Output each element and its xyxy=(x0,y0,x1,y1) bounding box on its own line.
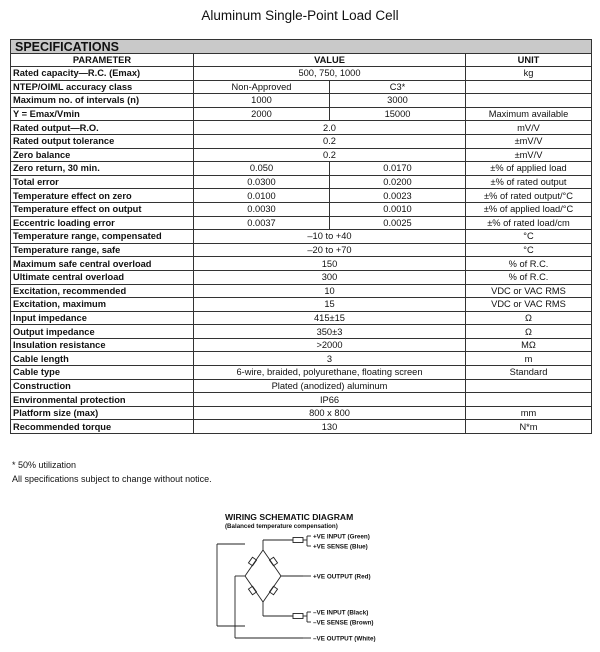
unit-cell: MΩ xyxy=(466,338,592,352)
value-cell: >2000 xyxy=(194,338,466,352)
value-cell-1: Non-Approved xyxy=(194,80,330,94)
value-cell: 10 xyxy=(194,284,466,298)
parameter-cell: Rated output tolerance xyxy=(11,134,194,148)
value-cell-2: 0.0200 xyxy=(330,175,466,189)
table-row xyxy=(11,338,592,352)
unit-cell: ±% of rated load/cm xyxy=(466,216,592,230)
parameter-cell: Ultimate central overload xyxy=(11,270,194,284)
disclaimer: All specifications subject to change without notice. xyxy=(12,474,212,484)
value-cell-1: 0.0037 xyxy=(194,216,330,230)
unit-cell: % of R.C. xyxy=(466,257,592,271)
parameter-cell: Temperature range, compensated xyxy=(11,230,194,244)
value-cell-1: 0.050 xyxy=(194,162,330,176)
parameter-cell: Temperature range, safe xyxy=(11,243,194,257)
table-row xyxy=(11,230,592,244)
value-cell: 300 xyxy=(194,270,466,284)
table-row xyxy=(11,379,592,393)
table-row xyxy=(11,420,592,434)
value-cell-2: C3* xyxy=(330,80,466,94)
column-header-value: VALUE xyxy=(194,54,466,67)
unit-cell: °C xyxy=(466,243,592,257)
parameter-cell: Rated capacity—R.C. (Emax) xyxy=(11,67,194,81)
table-row xyxy=(11,94,592,108)
table-row xyxy=(11,80,592,94)
value-cell: –20 to +70 xyxy=(194,243,466,257)
table-row xyxy=(11,284,592,298)
table-row xyxy=(11,148,592,162)
value-cell-2: 0.0010 xyxy=(330,202,466,216)
value-cell: 0.2 xyxy=(194,148,466,162)
value-cell-1: 0.0030 xyxy=(194,202,330,216)
value-cell: 800 x 800 xyxy=(194,406,466,420)
value-cell-2: 0.0023 xyxy=(330,189,466,203)
comp-resistor-bottom xyxy=(293,614,303,619)
wiring-schematic xyxy=(215,512,405,643)
table-row xyxy=(11,189,592,203)
parameter-cell: Y = Emax/Vmin xyxy=(11,107,194,121)
unit-cell xyxy=(466,80,592,94)
unit-cell: ±% of rated output/°C xyxy=(466,189,592,203)
column-header-parameter: PARAMETER xyxy=(11,54,194,67)
parameter-cell: Maximum safe central overload xyxy=(11,257,194,271)
unit-cell: °C xyxy=(466,230,592,244)
unit-cell: mm xyxy=(466,406,592,420)
wiring-subtitle: (Balanced temperature compensation) xyxy=(225,523,338,530)
table-row xyxy=(11,366,592,380)
value-cell: 6-wire, braided, polyurethane, floating screen xyxy=(194,366,466,380)
table-row xyxy=(11,393,592,407)
table-row xyxy=(11,406,592,420)
wiring-title: WIRING SCHEMATIC DIAGRAM xyxy=(225,512,354,522)
table-row xyxy=(11,121,592,135)
unit-cell: VDC or VAC RMS xyxy=(466,284,592,298)
label-sense-neg: –VE SENSE (Brown) xyxy=(313,619,374,627)
value-cell-1: 1000 xyxy=(194,94,330,108)
page-title: Aluminum Single-Point Load Cell xyxy=(201,8,399,23)
parameter-cell: Rated output—R.O. xyxy=(11,121,194,135)
table-row xyxy=(11,325,592,339)
parameter-cell: Output impedance xyxy=(11,325,194,339)
value-cell-1: 0.0100 xyxy=(194,189,330,203)
table-row xyxy=(11,202,592,216)
table-row xyxy=(11,311,592,325)
parameter-cell: Temperature effect on output xyxy=(11,202,194,216)
value-cell-2: 0.0025 xyxy=(330,216,466,230)
value-cell: Plated (anodized) aluminum xyxy=(194,379,466,393)
table-row xyxy=(11,216,592,230)
parameter-cell: NTEP/OIML accuracy class xyxy=(11,80,194,94)
unit-cell: ±mV/V xyxy=(466,134,592,148)
parameter-cell: Eccentric loading error xyxy=(11,216,194,230)
value-cell: 150 xyxy=(194,257,466,271)
unit-cell: ±% of rated output xyxy=(466,175,592,189)
unit-cell: Maximum available xyxy=(466,107,592,121)
label-sense-pos: +VE SENSE (Blue) xyxy=(313,543,368,551)
parameter-cell: Excitation, maximum xyxy=(11,298,194,312)
table-heading-row xyxy=(11,40,592,54)
label-output-pos: +VE OUTPUT (Red) xyxy=(313,573,371,581)
label-input-pos: +VE INPUT (Green) xyxy=(313,533,370,541)
table-row xyxy=(11,243,592,257)
parameter-cell: Zero return, 30 min. xyxy=(11,162,194,176)
table-row xyxy=(11,257,592,271)
column-header-unit: UNIT xyxy=(466,54,592,67)
value-cell: 0.2 xyxy=(194,134,466,148)
unit-cell: ±% of applied load xyxy=(466,162,592,176)
value-cell-2: 3000 xyxy=(330,94,466,108)
unit-cell: Ω xyxy=(466,325,592,339)
unit-cell: Standard xyxy=(466,366,592,380)
value-cell: 3 xyxy=(194,352,466,366)
value-cell: 2.0 xyxy=(194,121,466,135)
parameter-cell: Total error xyxy=(11,175,194,189)
parameter-cell: Construction xyxy=(11,379,194,393)
parameter-cell: Platform size (max) xyxy=(11,406,194,420)
parameter-cell: Zero balance xyxy=(11,148,194,162)
value-cell: 500, 750, 1000 xyxy=(194,67,466,81)
table-row xyxy=(11,175,592,189)
table-row xyxy=(11,67,592,81)
value-cell: 130 xyxy=(194,420,466,434)
column-header-row xyxy=(11,54,592,67)
unit-cell: ±mV/V xyxy=(466,148,592,162)
unit-cell: ±% of applied load/°C xyxy=(466,202,592,216)
value-cell: IP66 xyxy=(194,393,466,407)
specifications-table xyxy=(10,39,592,434)
parameter-cell: Excitation, recommended xyxy=(11,284,194,298)
unit-cell: % of R.C. xyxy=(466,270,592,284)
notes xyxy=(12,458,212,486)
table-row xyxy=(11,352,592,366)
unit-cell xyxy=(466,393,592,407)
unit-cell: mV/V xyxy=(466,121,592,135)
wiring-diagram xyxy=(215,532,405,652)
value-cell: 350±3 xyxy=(194,325,466,339)
label-input-neg: –VE INPUT (Black) xyxy=(313,609,369,617)
unit-cell: N*m xyxy=(466,420,592,434)
value-cell-2: 15000 xyxy=(330,107,466,121)
parameter-cell: Input impedance xyxy=(11,311,194,325)
table-row xyxy=(11,134,592,148)
value-cell: –10 to +40 xyxy=(194,230,466,244)
label-output-neg: –VE OUTPUT (White) xyxy=(313,635,376,643)
table-heading: SPECIFICATIONS xyxy=(11,40,592,54)
parameter-cell: Cable type xyxy=(11,366,194,380)
value-cell-1: 0.0300 xyxy=(194,175,330,189)
comp-resistor-top xyxy=(293,538,303,543)
footnote: * 50% utilization xyxy=(12,460,77,470)
parameter-cell: Recommended torque xyxy=(11,420,194,434)
table-row xyxy=(11,298,592,312)
unit-cell: m xyxy=(466,352,592,366)
value-cell-1: 2000 xyxy=(194,107,330,121)
parameter-cell: Cable length xyxy=(11,352,194,366)
table-row xyxy=(11,270,592,284)
parameter-cell: Insulation resistance xyxy=(11,338,194,352)
parameter-cell: Maximum no. of intervals (n) xyxy=(11,94,194,108)
value-cell: 415±15 xyxy=(194,311,466,325)
unit-cell xyxy=(466,379,592,393)
table-row xyxy=(11,162,592,176)
unit-cell xyxy=(466,94,592,108)
unit-cell: kg xyxy=(466,67,592,81)
unit-cell: Ω xyxy=(466,311,592,325)
unit-cell: VDC or VAC RMS xyxy=(466,298,592,312)
parameter-cell: Environmental protection xyxy=(11,393,194,407)
value-cell-2: 0.0170 xyxy=(330,162,466,176)
parameter-cell: Temperature effect on zero xyxy=(11,189,194,203)
value-cell: 15 xyxy=(194,298,466,312)
table-row xyxy=(11,107,592,121)
